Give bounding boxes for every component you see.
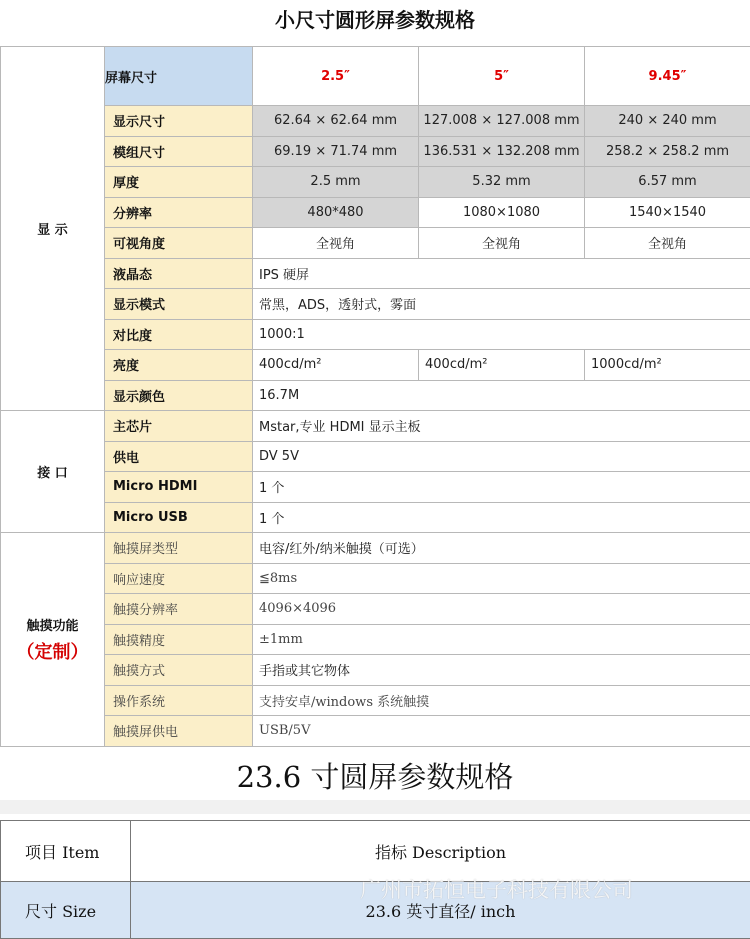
row-label: 分辨率 [105, 197, 253, 228]
cell-value: 支持安卓/windows 系统触摸 [253, 685, 750, 716]
cell-value: 23.6 英寸直径/ inch [131, 882, 750, 939]
row-label: 供电 [105, 441, 253, 472]
cell-value: 6.57 mm [585, 167, 750, 198]
table-header-row [1, 821, 750, 882]
header-row [1, 47, 750, 106]
table-row [1, 228, 750, 259]
table-row [1, 106, 750, 137]
table-row [1, 319, 750, 350]
table-row [1, 533, 750, 564]
row-label: 触摸屏供电 [105, 716, 253, 747]
cell-value: 常黑，ADS，透射式，雾面 [253, 289, 750, 320]
cell-value: 127.008 × 127.008 mm [419, 106, 585, 137]
table-row [1, 472, 750, 503]
row-label: 触摸方式 [105, 655, 253, 686]
cell-value: 全视角 [419, 228, 585, 259]
table-row [1, 594, 750, 625]
row-label: 触摸精度 [105, 624, 253, 655]
row-label: 模组尺寸 [105, 136, 253, 167]
table2-title: 23.6 寸圆屏参数规格 [0, 752, 750, 802]
row-label: 显示模式 [105, 289, 253, 320]
size-2-5: 2.5″ [253, 47, 419, 106]
table-row [1, 167, 750, 198]
cell-value: 手指或其它物体 [253, 655, 750, 686]
row-label: 响应速度 [105, 563, 253, 594]
cell-value: 240 × 240 mm [585, 106, 750, 137]
cell-value: 4096×4096 [253, 594, 750, 625]
cell-value: 400cd/m² [419, 350, 585, 381]
table1-title: 小尺寸圆形屏参数规格 [0, 0, 750, 46]
row-label: 对比度 [105, 319, 253, 350]
cell-value: 400cd/m² [253, 350, 419, 381]
table-row [1, 685, 750, 716]
table-row [1, 502, 750, 533]
cell-value: 全视角 [253, 228, 419, 259]
cell-value: DV 5V [253, 441, 750, 472]
table-row [1, 197, 750, 228]
table-row [1, 624, 750, 655]
row-label: 可视角度 [105, 228, 253, 259]
company-watermark: 广州市拓恒电子科技有限公司 [360, 874, 633, 904]
cell-value: USB/5V [253, 716, 750, 747]
column-header-item: 项目 Item [1, 821, 131, 882]
row-label: 触摸分辨率 [105, 594, 253, 625]
cell-value: 69.19 × 71.74 mm [253, 136, 419, 167]
size-9-45: 9.45″ [585, 47, 750, 106]
cell-value: ≦8ms [253, 563, 750, 594]
cell-value: 电容/红外/纳米触摸（可选） [253, 533, 750, 564]
cell-value: 1000:1 [253, 319, 750, 350]
cell-value: 62.64 × 62.64 mm [253, 106, 419, 137]
cell-value: 1000cd/m² [585, 350, 750, 381]
section-interface: 接 口 [1, 411, 105, 533]
cell-value: IPS 硬屏 [253, 258, 750, 289]
row-label: 亮度 [105, 350, 253, 381]
cell-value: 136.531 × 132.208 mm [419, 136, 585, 167]
table-row [1, 411, 750, 442]
section-touch [1, 533, 105, 747]
row-label: 显示尺寸 [105, 106, 253, 137]
header-label: 屏幕尺寸 [105, 47, 253, 106]
row-label: 尺寸 Size [1, 882, 131, 939]
section-touch-note: （定制） [1, 638, 104, 664]
cell-value: 1 个 [253, 472, 750, 503]
cell-value: 1080×1080 [419, 197, 585, 228]
divider [0, 800, 750, 814]
cell-value: 16.7M [253, 380, 750, 411]
table-row [1, 350, 750, 381]
table-row [1, 716, 750, 747]
cell-value: 2.5 mm [253, 167, 419, 198]
cell-value: 480*480 [253, 197, 419, 228]
small-round-screen-spec-table [0, 46, 750, 747]
cell-value: 5.32 mm [419, 167, 585, 198]
table-row [1, 563, 750, 594]
cell-value: 1540×1540 [585, 197, 750, 228]
row-label: Micro USB [105, 502, 253, 533]
table-row [1, 655, 750, 686]
size-5: 5″ [419, 47, 585, 106]
row-label: Micro HDMI [105, 472, 253, 503]
cell-value: Mstar,专业 HDMI 显示主板 [253, 411, 750, 442]
row-label: 触摸屏类型 [105, 533, 253, 564]
table-row [1, 136, 750, 167]
row-label: 操作系统 [105, 685, 253, 716]
row-label: 液晶态 [105, 258, 253, 289]
cell-value: 全视角 [585, 228, 750, 259]
section-touch-title: 触摸功能 [26, 619, 78, 634]
cell-value: ±1mm [253, 624, 750, 655]
table-row [1, 380, 750, 411]
column-header-description: 指标 Description [131, 821, 750, 882]
row-label: 厚度 [105, 167, 253, 198]
table-row [1, 289, 750, 320]
cell-value: 1 个 [253, 502, 750, 533]
cell-value: 258.2 × 258.2 mm [585, 136, 750, 167]
row-label: 主芯片 [105, 411, 253, 442]
table-row [1, 441, 750, 472]
section-display: 显 示 [1, 47, 105, 411]
table-row [1, 258, 750, 289]
row-label: 显示颜色 [105, 380, 253, 411]
